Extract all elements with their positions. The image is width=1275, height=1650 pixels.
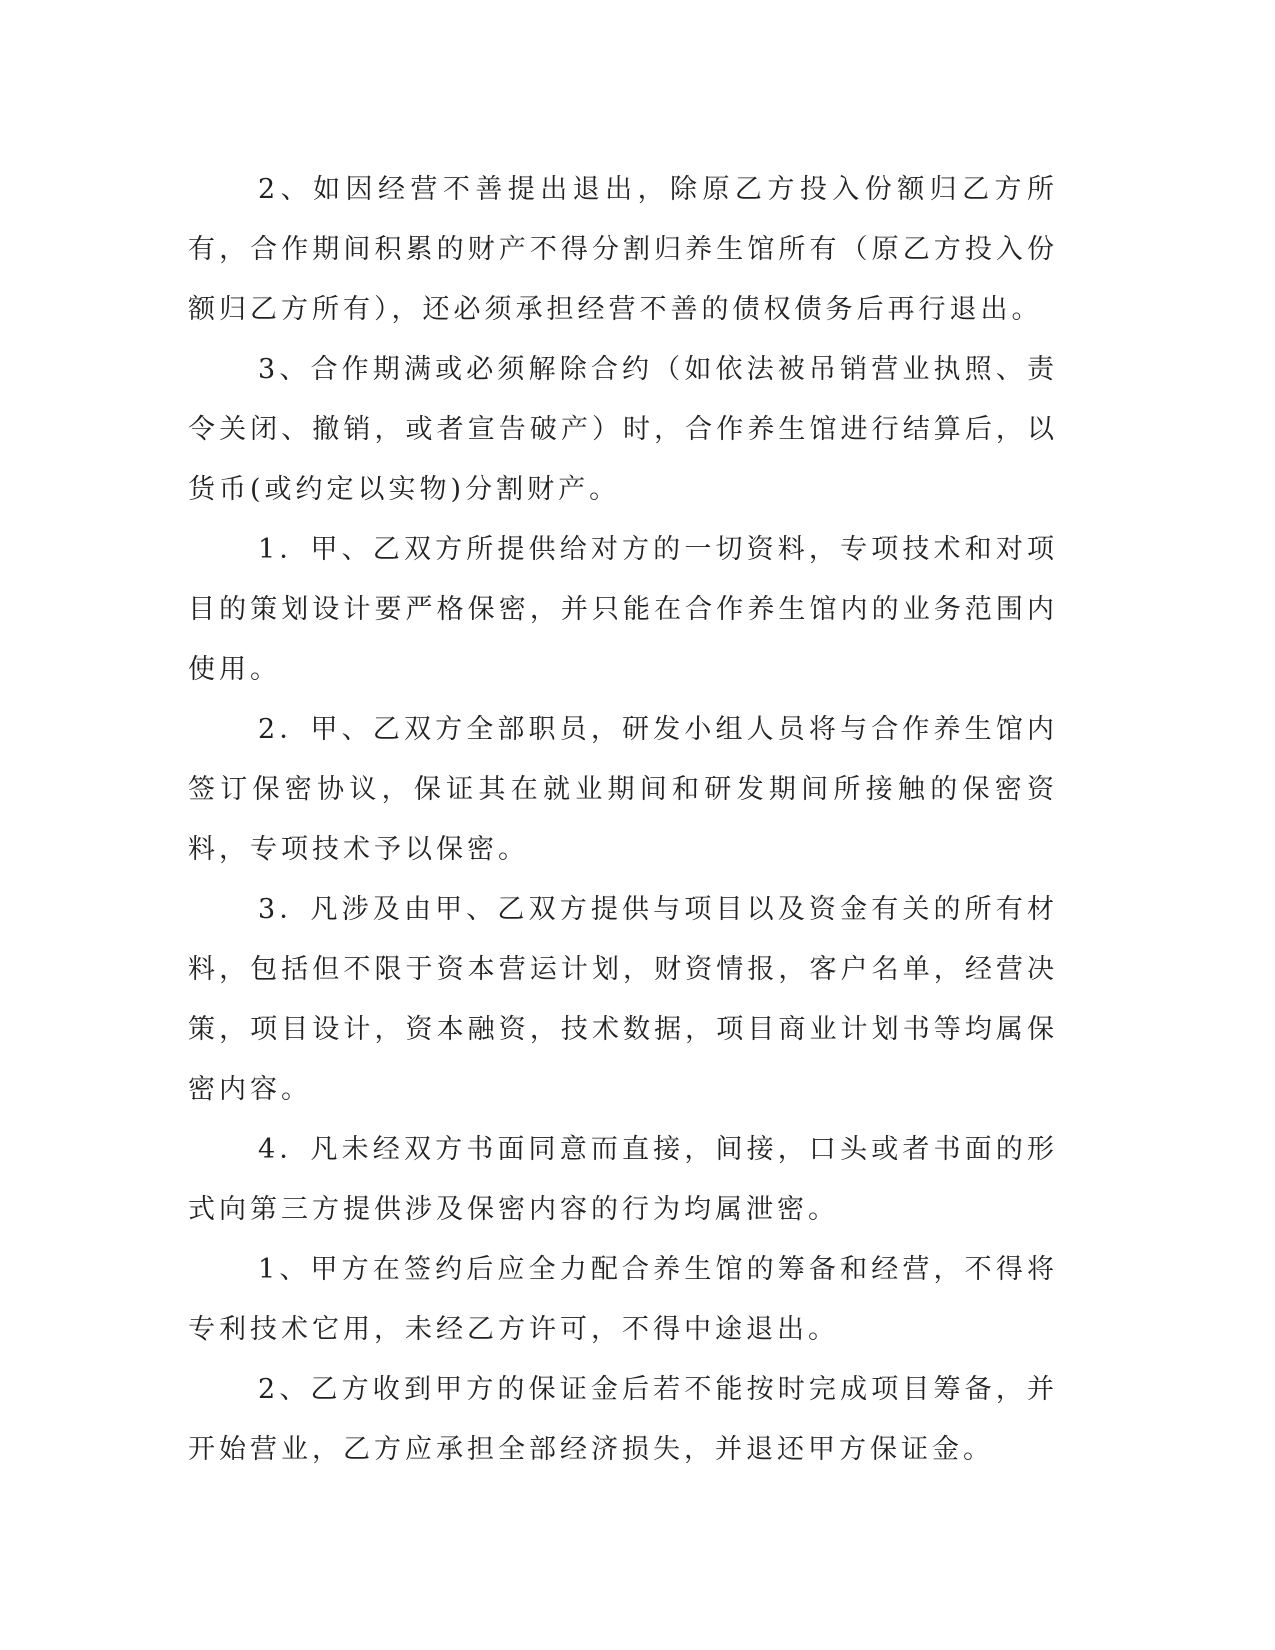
paragraph-party-b-obligation: 2、乙方收到甲方的保证金后若不能按时完成项目筹备，并开始营业，乙方应承担全部经济损失，并退还甲方保证金。 [188,1374,1058,1465]
paragraph-termination-clause: 3、合作期满或必须解除合约（如依法被吊销营业执照、责令关闭、撤销，或者宣告破产）时，合作养生馆进行结算后，以货币(或约定以实物)分割财产。 [188,354,1058,505]
paragraph-party-a-obligation: 1、甲方在签约后应全力配合养生馆的筹备和经营，不得将专利技术它用，未经乙方许可，不得中途退出。 [188,1254,1058,1345]
paragraph-confidentiality-4: 4．凡未经双方书面同意而直接，间接，口头或者书面的形式向第三方提供涉及保密内容的行为均属泄密。 [188,1134,1058,1225]
paragraph-confidentiality-2: 2．甲、乙双方全部职员，研发小组人员将与合作养生馆内签订保密协议，保证其在就业期间和研发期间所接触的保密资料，专项技术予以保密。 [188,714,1058,865]
paragraph-exit-clause: 2、如因经营不善提出退出，除原乙方投入份额归乙方所有，合作期间积累的财产不得分割归养生馆所有（原乙方投入份额归乙方所有），还必须承担经营不善的债权债务后再行退出。 [188,174,1058,325]
document-body [188,160,1058,1480]
paragraph-confidentiality-3: 3．凡涉及由甲、乙双方提供与项目以及资金有关的所有材料，包括但不限于资本营运计划，财资情报，客户名单，经营决策，项目设计，资本融资，技术数据，项目商业计划书等均属保密内容。 [188,894,1058,1105]
paragraph-confidentiality-1: 1．甲、乙双方所提供给对方的一切资料，专项技术和对项目的策划设计要严格保密，并只能在合作养生馆内的业务范围内使用。 [188,534,1058,685]
